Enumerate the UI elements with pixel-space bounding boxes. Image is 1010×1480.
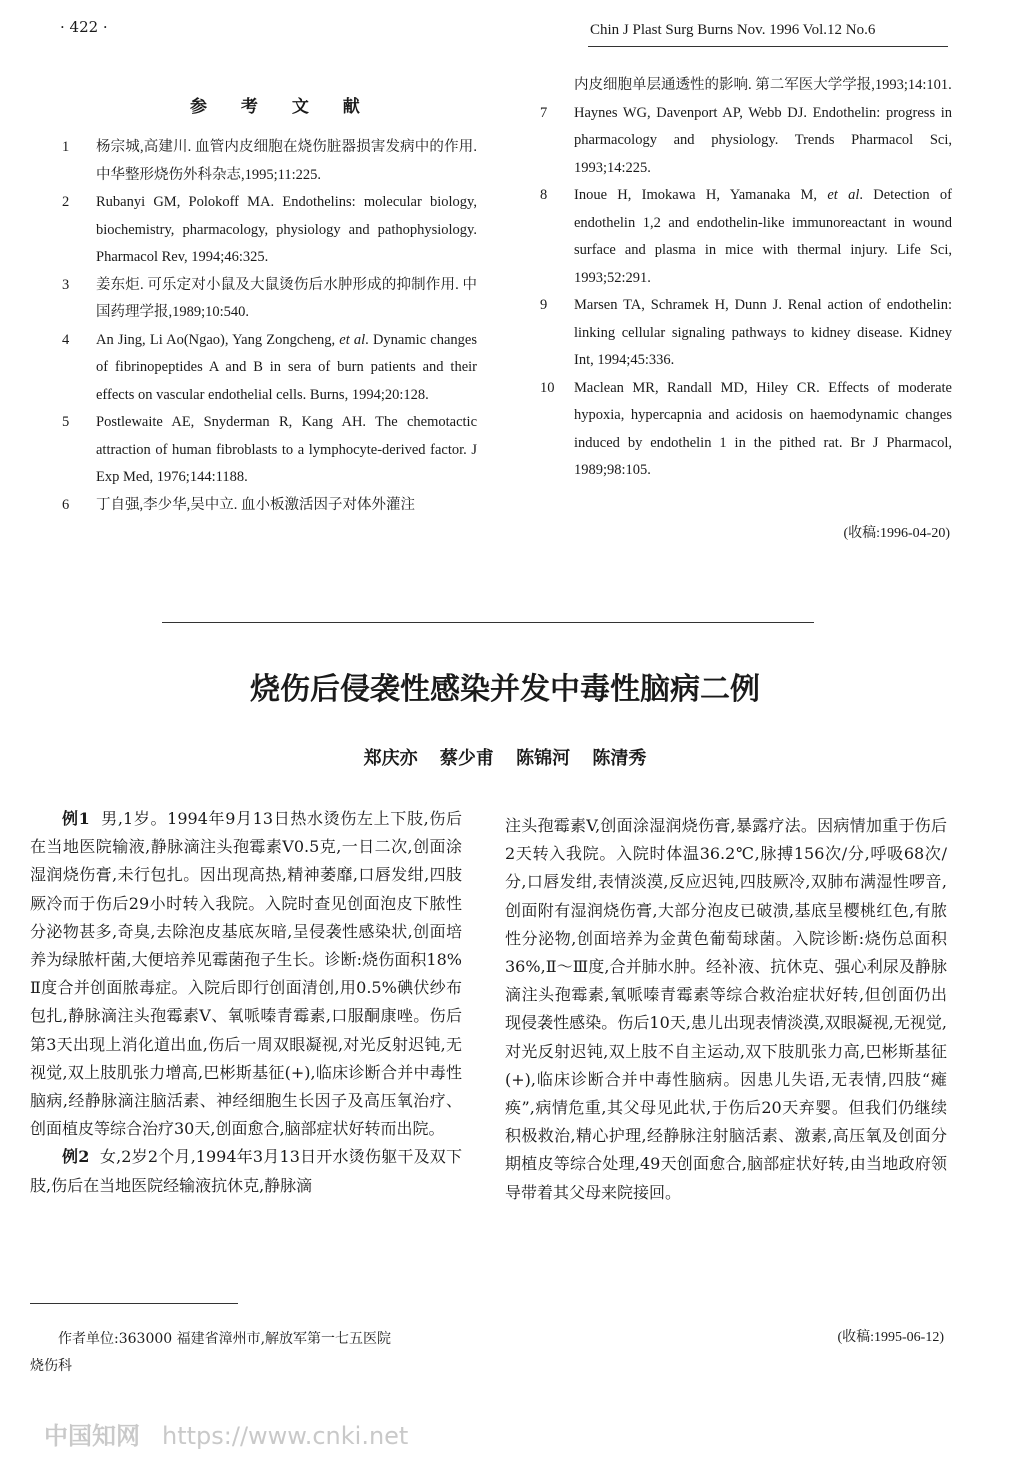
article-received-date: (收稿:1995-06-12) <box>837 1330 944 1345</box>
reference-item: 8 Inoue H, Imokawa H, Yamanaka M, et al. Detection of endothelin 1,2 and endothelin-like immunoreactant in wound surface and plasma in mice with thermal injury. Life Sci, 1993;52:291. <box>540 187 952 286</box>
case-2-continued: 注头孢霉素V,创面涂湿润烧伤膏,暴露疗法。因病情加重于伤后2天转入我院。入院时体温36.2℃,脉搏156次/分,呼吸68次/分,口唇发绀,表情淡漠,反应迟钝,四肢厥冷,双肺布满湿性啰音,创面附有湿润烧伤膏,大部分泡皮已破溃,基底呈樱桃红色,有脓性分泌物,创面培养为金黄色葡萄球菌。入院诊断:烧伤总面积36%,Ⅱ～Ⅲ度,合并肺水肿。经补液、抗休克、强心利尿及静脉滴注头孢霉素,氧哌嗪青霉素等综合救治症状好转,但创面仍出现侵袭性感染。伤后10天,患儿出现表情淡漠,双眼凝视,无视觉,对光反射迟钝,双上肢不自主运动,双下肢肌张力高,巴彬斯基征(+),临床诊断合并中毒性脑病。因患儿失语,无表情,四肢“瘫痪”,病情危重,其父母见此状,于伤后20天弃婴。但我们仍继续积极救治,精心护理,经静脉注射脑活素、激素,高压氧及创面分期植皮等综合处理,49天创面愈合,脑部症状好转,由当地政府领导带着其父母来院接回。 <box>505 816 947 1202</box>
reference-item-continued: 内皮细胞单层通透性的影响. 第二军医大学学报,1993;14:101. <box>574 77 952 93</box>
references-received-date: (收稿:1996-04-20) <box>843 526 950 541</box>
case-2-label: 例2 <box>62 1147 90 1167</box>
references-heading: 参 考 文 献 <box>190 97 374 117</box>
reference-item: 5 Postlewaite AE, Snyderman R, Kang AH. The chemotactic attraction of human fibroblasts to a lymphocyte-derived factor. J Exp Med, 1976;144:1188. <box>62 414 477 485</box>
reference-item: 1 杨宗城,高建川. 血管内皮细胞在烧伤脏器损害发病中的作用. 中华整形烧伤外科杂志,1995;11:225. <box>62 139 477 183</box>
references-right-column <box>540 72 952 485</box>
case-1-paragraph: 例1 男,1岁。1994年9月13日热水烫伤左上下肢,伤后在当地医院输液,静脉滴注头孢霉素V0.5克,一日二次,创面涂湿润烧伤膏,未行包扎。因出现高热,精神萎靡,口唇发绀,四肢厥冷而于伤后29小时转入我院。入院时查见创面泡皮下脓性分泌物甚多,奇臭,去除泡皮基底灰暗,呈侵袭性感染状,创面培养为绿脓杆菌,大便培养见霉菌孢子生长。诊断:烧伤面积18% Ⅱ度合并创面脓毒症。入院后即行创面清创,用0.5%碘伏纱布包扎,静脉滴注头孢霉素V、氧哌嗪青霉素,口服酮康唑。伤后第3天出现上消化道出血,伤后一周双眼凝视,对光反射迟钝,无视觉,双上肢肌张力增高,巴彬斯基征(+),临床诊断合并中毒性脑病,经静脉滴注脑活素、神经细胞生长因子及高压氧治疗、创面植皮等综合治疗30天,创面愈合,脑部症状好转而出院。 <box>30 809 462 1139</box>
watermark-brand: 中国知网 <box>44 1422 140 1450</box>
case-2-paragraph: 例2 女,2岁2个月,1994年3月13日开水烫伤躯干及双下肢,伤后在当地医院经输液抗休克,静脉滴 <box>30 1147 463 1195</box>
reference-item: 10 Maclean MR, Randall MD, Hiley CR. Effects of moderate hypoxia, hypercapnia and acidosis on haemodynamic changes induced by endothelin 1 in the pithed rat. Br J Pharmacol, 1989;98:105. <box>540 379 952 478</box>
journal-header: Chin J Plast Surg Burns Nov. 1996 Vol.12 No.6 <box>590 22 876 38</box>
references-left-column <box>62 134 477 519</box>
reference-item: 6 丁自强,李少华,吴中立. 血小板激活因子对体外灌注 <box>62 496 415 513</box>
case-1-label: 例1 <box>62 809 90 828</box>
watermark-url: https://www.cnki.net <box>162 1422 409 1450</box>
header-rule <box>588 46 948 47</box>
section-divider <box>162 622 814 623</box>
reference-item: 7 Haynes WG, Davenport AP, Webb DJ. Endothelin: progress in pharmacology and physiology. Trends Pharmacol Sci, 1993;14:225. <box>540 104 952 176</box>
reference-item: 9 Marsen TA, Schramek H, Dunn J. Renal action of endothelin: linking cellular signaling pathways to kidney disease. Kidney Int, 1994;45:336. <box>540 297 952 368</box>
page-number: · 422 · <box>60 18 108 36</box>
article-title: 烧伤后侵袭性感染并发中毒性脑病二例 <box>250 672 760 707</box>
article-body-right <box>505 812 947 1207</box>
author-affiliation: 作者单位:363000 福建省漳州市,解放军第一七五医院 烧伤科 <box>30 1331 392 1374</box>
footnote-rule <box>30 1303 238 1304</box>
article-authors: 郑庆亦 蔡少甫 陈锦河 陈清秀 <box>363 748 647 769</box>
reference-item: 3 姜东炬. 可乐定对小鼠及大鼠烫伤后水肿形成的抑制作用. 中国药理学报,1989;10:540. <box>62 276 477 320</box>
article-body-left <box>30 805 462 1200</box>
reference-item: 4 An Jing, Li Ao(Ngao), Yang Zongcheng, et al. Dynamic changes of fibrinopeptides A and B in sera of burn patients and their effects on vascular endothelial cells. Burns, 1994;20:128. <box>62 331 477 403</box>
reference-item: 2 Rubanyi GM, Polokoff MA. Endothelins: molecular biology, biochemistry, pharmacology, physiology and pathophysiology. Pharmacol Rev, 1994;46:325. <box>62 194 477 265</box>
cnki-watermark <box>44 1416 408 1451</box>
